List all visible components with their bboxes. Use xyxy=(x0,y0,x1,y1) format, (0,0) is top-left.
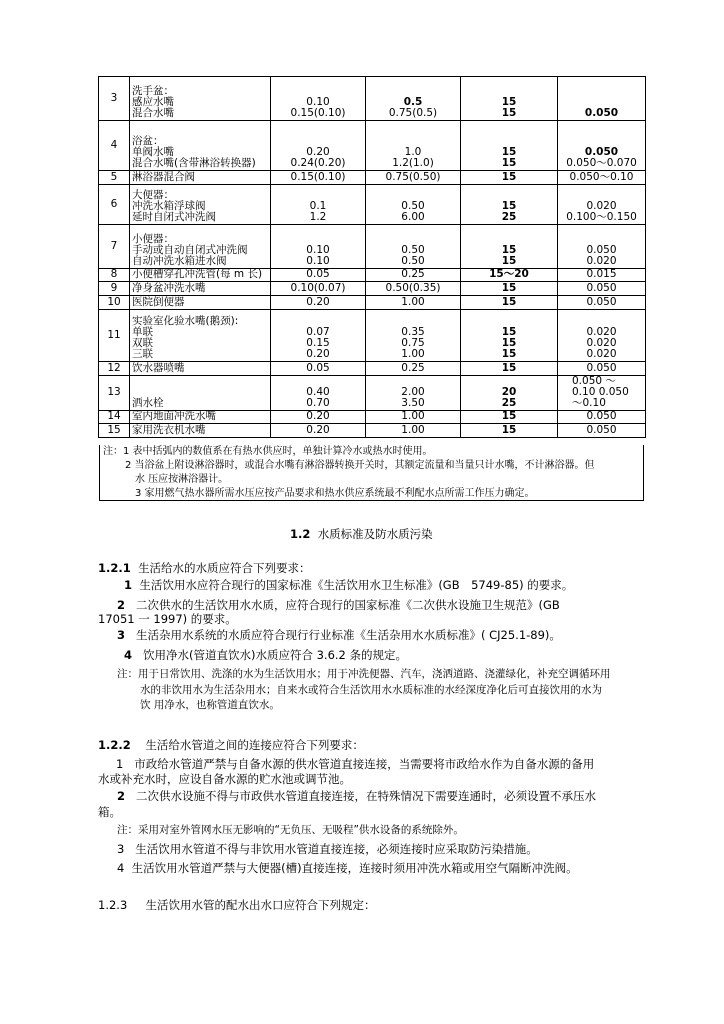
fixture-name-line: 饮水器喷嘴 xyxy=(132,362,185,374)
table-row xyxy=(99,296,646,310)
equivalent-line: 0.35 xyxy=(401,326,425,338)
pipe-diameter-line: 15 xyxy=(501,244,517,256)
fixture-name-line: 三联 xyxy=(132,348,153,360)
fixture-name-line: 洒水栓 xyxy=(132,397,164,409)
item-text: 二次供水的生活饮用水水质，应符合现行的国家标准《二次供水设施卫生规范》(GB xyxy=(135,598,560,612)
pipe-diameter xyxy=(461,185,558,225)
pipe-diameter xyxy=(461,269,558,282)
row-number: 15 xyxy=(99,424,130,438)
item-number: 3 xyxy=(117,842,125,856)
rated-flow xyxy=(271,411,366,424)
equivalent xyxy=(366,121,461,171)
equivalent xyxy=(366,296,461,310)
equivalent-line: 1.0 xyxy=(404,146,422,158)
fixture-name-line: 混合水嘴(含带淋浴转换器) xyxy=(132,157,256,169)
working-pressure xyxy=(558,296,646,310)
equivalent-line: 0.25 xyxy=(401,268,425,280)
table-row xyxy=(99,171,646,185)
fixture-name xyxy=(130,376,271,411)
working-pressure-line: 0.050 xyxy=(584,146,619,158)
clause-1-2-2-item-2 xyxy=(117,789,596,803)
clause-text: 生活给水的水质应符合下列要求： xyxy=(138,561,311,575)
fixture-name xyxy=(130,225,271,269)
equivalent-line: 0.75(0.5) xyxy=(388,107,438,119)
rated-flow xyxy=(271,171,366,185)
fixture-name-line: 家用洗衣机水嘴 xyxy=(132,424,206,436)
pipe-diameter xyxy=(461,411,558,424)
rated-flow-line: 0.10(0.07) xyxy=(290,282,346,294)
equivalent xyxy=(366,376,461,411)
rated-flow-line: 0.10 xyxy=(306,255,330,267)
pipe-diameter-line: 25 xyxy=(501,211,517,223)
item-number: 1 xyxy=(124,578,133,592)
pipe-diameter-line: 15 xyxy=(501,200,517,212)
item-text: 二次供水设施不得与市政供水管道直接连接，在特殊情况下需要连通时，必须设置不承压水 xyxy=(135,789,596,803)
item-text: 生活饮用水应符合现行的国家标准《生活饮用水卫生标准》(GB 5749-85) 的要求。 xyxy=(139,578,574,592)
equivalent xyxy=(366,269,461,282)
fixture-name xyxy=(130,77,271,121)
fixture-name-line: 混合水嘴 xyxy=(132,107,174,119)
rated-flow xyxy=(271,185,366,225)
working-pressure-line: 0.050 xyxy=(586,282,617,294)
equivalent-line: 1.00 xyxy=(401,410,425,422)
fixture-name xyxy=(130,185,271,225)
equivalent-line: 0.75 xyxy=(401,337,425,349)
table-row xyxy=(99,411,646,424)
table-note-2-cont: 水 压应按淋浴器计。 xyxy=(135,474,229,485)
rated-flow xyxy=(271,121,366,171)
pipe-diameter xyxy=(461,225,558,269)
clause-1-2-1 xyxy=(98,561,311,575)
table-row xyxy=(99,424,646,438)
working-pressure-line: 0.050～0.070 xyxy=(566,157,637,169)
equivalent xyxy=(366,185,461,225)
item-number: 3 xyxy=(117,628,126,642)
equivalent-line: 2.00 xyxy=(401,386,425,398)
fixture-name-line: 实验室化验水嘴(鹅颈): xyxy=(132,315,239,327)
clause-1-2-2 xyxy=(98,738,364,752)
rated-flow-line: 0.20 xyxy=(306,348,330,360)
equivalent xyxy=(366,77,461,121)
fixture-name-line: 冲洗水箱浮球阀 xyxy=(132,200,206,212)
equivalent xyxy=(366,225,461,269)
fixture-name-line: 单联 xyxy=(132,326,153,338)
clause-1-2-1-note-1: 注：用于日常饮用、洗涤的水为生活饮用水；用于冲洗便器、汽车，浇洒道路、浇灌绿化，补充空调循环用 xyxy=(117,668,611,680)
row-number: 14 xyxy=(99,411,130,424)
rated-flow-line: 0.20 xyxy=(306,296,330,308)
working-pressure-line: 0.050 xyxy=(584,107,619,119)
fixture-name-line: 手动或自动自闭式冲洗阀 xyxy=(132,244,248,256)
item-text: 生活饮用水管道不得与非饮用水管道直接连接，必须连接时应采取防污染措施。 xyxy=(135,842,538,856)
rated-flow xyxy=(271,376,366,411)
rated-flow-line: 0.05 xyxy=(306,362,330,374)
equivalent xyxy=(366,424,461,438)
pipe-diameter-line: 15 xyxy=(501,171,517,183)
pipe-diameter-line: 15 xyxy=(501,146,517,158)
clause-1-2-1-item-1 xyxy=(124,578,573,592)
working-pressure-line: 0.050 xyxy=(586,296,617,308)
rated-flow-line: 0.10 xyxy=(306,244,330,256)
pipe-diameter xyxy=(461,171,558,185)
table-row xyxy=(99,225,646,269)
working-pressure-line: 0.050～0.10 xyxy=(569,171,634,183)
rated-flow-line: 0.10 xyxy=(306,96,330,108)
pipe-diameter-line: 15 xyxy=(501,337,517,349)
working-pressure-line: 0.020 xyxy=(586,326,617,338)
table-notes xyxy=(99,445,644,501)
fixture-name xyxy=(130,310,271,362)
equivalent xyxy=(366,282,461,296)
item-text: 饮用净水(管道直饮水)水质应符合 3.6.2 条的规定。 xyxy=(142,648,408,662)
section-number: 1.2 xyxy=(290,527,311,541)
fixture-name xyxy=(130,296,271,310)
rated-flow-line: 1.2 xyxy=(309,211,327,223)
rated-flow-line: 0.07 xyxy=(306,326,330,338)
pipe-diameter-line: 15 xyxy=(501,282,517,294)
fixture-name-line: 浴盆： xyxy=(132,135,164,147)
fixture-name xyxy=(130,282,271,296)
rated-flow xyxy=(271,77,366,121)
rated-flow-line: 0.20 xyxy=(306,424,330,436)
rated-flow-line: 0.05 xyxy=(306,268,330,280)
clause-1-2-1-item-3 xyxy=(117,628,561,642)
equivalent-line: 0.75(0.50) xyxy=(385,171,441,183)
equivalent-line: 0.50 xyxy=(401,200,425,212)
pipe-diameter-line: 15 xyxy=(501,255,517,267)
working-pressure xyxy=(558,424,646,438)
fixture-name-line: 淋浴器混合阀 xyxy=(132,171,195,183)
pipe-diameter-line: 15 xyxy=(501,348,517,360)
table-row xyxy=(99,77,646,121)
clause-text: 生活给水管道之间的连接应符合下列要求： xyxy=(145,738,364,752)
working-pressure-line: ～0.10 xyxy=(572,397,606,409)
rated-flow xyxy=(271,310,366,362)
rated-flow xyxy=(271,225,366,269)
working-pressure xyxy=(558,185,646,225)
table-row xyxy=(99,121,646,171)
table-row xyxy=(99,185,646,225)
working-pressure-line: 0.020 xyxy=(586,255,617,267)
working-pressure xyxy=(558,77,646,121)
item-text: 生活饮用水管道严禁与大便器(槽)直接连接，连接时须用冲洗水箱或用空气隔断冲洗阀。 xyxy=(131,861,578,875)
working-pressure-line: 0.10 0.050 xyxy=(572,386,629,398)
rated-flow-line: 0.40 xyxy=(306,386,330,398)
working-pressure xyxy=(558,171,646,185)
clause-1-2-2-item-1 xyxy=(116,757,594,771)
fixture-name xyxy=(130,269,271,282)
table-note-2: 2 当浴盆上附设淋浴器时，或混合水嘴有淋浴器转换开关时，其额定流量和当量只计水嘴，不计淋浴器。但 xyxy=(125,460,595,471)
pipe-diameter-line: 20 xyxy=(501,386,517,398)
rated-flow xyxy=(271,362,366,376)
rated-flow xyxy=(271,424,366,438)
row-number: 5 xyxy=(99,171,130,185)
fixture-name xyxy=(130,424,271,438)
clause-1-2-2-note: 注：采用对室外管网水压无影响的“无负压、无吸程”供水设备的系统除外。 xyxy=(117,824,464,836)
row-number: 6 xyxy=(99,185,130,225)
item-number: 1 xyxy=(116,757,124,771)
equivalent xyxy=(366,171,461,185)
working-pressure xyxy=(558,362,646,376)
working-pressure-line: 0.020 xyxy=(586,200,617,212)
equivalent-line: 1.2(1.0) xyxy=(392,157,434,169)
working-pressure-line: 0.050 xyxy=(586,362,617,374)
fixture-name-line: 单阀水嘴 xyxy=(132,146,174,158)
table-note-3: 3 家用燃气热水器所需水压应按产品要求和热水供应系统最不利配水点所需工作压力确定。 xyxy=(135,488,535,499)
working-pressure xyxy=(558,269,646,282)
working-pressure xyxy=(558,282,646,296)
rated-flow-line: 0.20 xyxy=(306,410,330,422)
fixture-name-line: 延时自闭式冲洗阀 xyxy=(132,211,216,223)
item-number: 4 xyxy=(117,861,125,875)
fixture-name xyxy=(130,411,271,424)
table-row xyxy=(99,362,646,376)
table-note-1: 注：1 表中括弧内的数值系在有热水供应时，单独计算冷水或热水时使用。 xyxy=(103,446,433,457)
fixture-name xyxy=(130,362,271,376)
equivalent-line: 1.00 xyxy=(401,424,425,436)
working-pressure-line: 0.020 xyxy=(586,337,617,349)
equivalent-line: 0.25 xyxy=(401,362,425,374)
item-number: 2 xyxy=(117,789,126,803)
working-pressure-line: 0.020 xyxy=(586,348,617,360)
pipe-diameter-line: 15 xyxy=(501,326,517,338)
pipe-diameter xyxy=(461,310,558,362)
pipe-diameter-line: 15 xyxy=(501,362,517,374)
equivalent-line: 0.50(0.35) xyxy=(385,282,441,294)
rated-flow-line: 0.24(0.20) xyxy=(290,157,346,169)
clause-1-2-2-item-4 xyxy=(117,861,578,875)
working-pressure-line: 0.050 xyxy=(586,424,617,436)
table-row xyxy=(99,269,646,282)
working-pressure xyxy=(558,310,646,362)
pipe-diameter xyxy=(461,296,558,310)
pipe-diameter-line: 15 xyxy=(501,296,517,308)
working-pressure xyxy=(558,121,646,171)
fixture-name xyxy=(130,121,271,171)
fixture-name-line: 双联 xyxy=(132,337,153,349)
pipe-diameter xyxy=(461,282,558,296)
section-heading-1-2 xyxy=(290,527,433,541)
clause-number: 1.2.3 xyxy=(98,898,128,912)
clause-1-2-1-item-4 xyxy=(124,648,407,662)
row-number: 10 xyxy=(99,296,130,310)
clause-number: 1.2.2 xyxy=(98,738,131,752)
equivalent-line: 0.50 xyxy=(401,255,425,267)
rated-flow xyxy=(271,296,366,310)
row-number: 4 xyxy=(99,121,130,171)
working-pressure-line: 0.050 xyxy=(586,244,617,256)
pipe-diameter xyxy=(461,121,558,171)
rated-flow xyxy=(271,269,366,282)
fixture-name-line: 净身盆冲洗水嘴 xyxy=(132,282,206,294)
equivalent-line: 3.50 xyxy=(401,397,425,409)
clause-text: 生活饮用水管的配水出水口应符合下列规定： xyxy=(145,898,376,912)
pipe-diameter xyxy=(461,424,558,438)
working-pressure xyxy=(558,376,646,411)
row-number: 8 xyxy=(99,269,130,282)
row-number: 13 xyxy=(99,376,130,411)
clause-1-2-1-item-2-cont: 17051 一 1997) 的要求。 xyxy=(98,612,237,626)
equivalent xyxy=(366,362,461,376)
pipe-diameter-line: 15～20 xyxy=(489,268,529,280)
clause-1-2-2-item-1-cont: 水或补充水时，应设自备水源的贮水池或调节池。 xyxy=(98,772,351,786)
item-number: 4 xyxy=(124,648,133,662)
row-number: 3 xyxy=(99,77,130,121)
rated-flow-line: 0.1 xyxy=(309,200,327,212)
rated-flow-line: 0.20 xyxy=(306,146,330,158)
working-pressure-line: 0.050 ～ xyxy=(572,375,616,387)
working-pressure-line: 0.015 xyxy=(586,268,617,280)
pipe-diameter xyxy=(461,362,558,376)
section-title: 水质标准及防水质污染 xyxy=(317,527,433,541)
fixture-name-line: 自动冲洗水箱进水阀 xyxy=(132,255,227,267)
row-number: 11 xyxy=(99,310,130,362)
working-pressure-line: 0.100～0.150 xyxy=(566,211,637,223)
working-pressure xyxy=(558,411,646,424)
pipe-diameter-line: 25 xyxy=(501,397,517,409)
item-text: 生活杂用水系统的水质应符合现行行业标准《生活杂用水水质标准》( CJ25.1-89)。 xyxy=(135,628,561,642)
clause-1-2-3 xyxy=(98,898,376,912)
table-row xyxy=(99,310,646,362)
working-pressure-line: 0.050 xyxy=(586,410,617,422)
item-number: 2 xyxy=(117,598,126,612)
pipe-diameter-line: 15 xyxy=(501,157,517,169)
fixture-name-line: 小便器： xyxy=(132,233,174,245)
clause-number: 1.2.1 xyxy=(98,561,131,575)
rated-flow-line: 0.70 xyxy=(306,397,330,409)
equivalent xyxy=(366,310,461,362)
equivalent-line: 1.00 xyxy=(401,296,425,308)
fixture-name-line: 小便槽穿孔冲洗管(每 m 长) xyxy=(132,268,263,280)
fixture-name-line: 医院倒便器 xyxy=(132,296,185,308)
equivalent xyxy=(366,411,461,424)
item-text: 市政给水管道严禁与自备水源的供水管道直接连接，当需要将市政给水作为自备水源的备用 xyxy=(134,757,595,771)
fixture-flow-table xyxy=(98,76,646,438)
clause-1-2-1-item-2 xyxy=(117,598,560,612)
rated-flow-line: 0.15(0.10) xyxy=(290,107,346,119)
fixture-name xyxy=(130,171,271,185)
clause-1-2-2-item-2-cont: 箱。 xyxy=(98,805,121,819)
pipe-diameter xyxy=(461,376,558,411)
pipe-diameter-line: 15 xyxy=(501,410,517,422)
fixture-name-line: 大便器： xyxy=(132,189,174,201)
clause-1-2-2-item-3 xyxy=(117,842,538,856)
clause-1-2-1-note-3: 饮 用净水，也称管道直饮水。 xyxy=(140,699,280,711)
table-row xyxy=(99,282,646,296)
pipe-diameter xyxy=(461,77,558,121)
rated-flow-line: 0.15 xyxy=(306,337,330,349)
pipe-diameter-line: 15 xyxy=(501,107,517,119)
equivalent-line: 1.00 xyxy=(401,348,425,360)
equivalent-line: 0.5 xyxy=(403,96,423,108)
row-number: 12 xyxy=(99,362,130,376)
fixture-name-line: 洗手盆： xyxy=(132,85,174,97)
pipe-diameter-line: 15 xyxy=(501,424,517,436)
row-number: 9 xyxy=(99,282,130,296)
table-row xyxy=(99,376,646,411)
clause-1-2-1-note-2: 水的非饮用水为生活杂用水；自来水或符合生活饮用水水质标准的水经深度净化后可直接饮用的水为 xyxy=(140,684,602,696)
working-pressure xyxy=(558,225,646,269)
equivalent-line: 0.50 xyxy=(401,244,425,256)
rated-flow xyxy=(271,282,366,296)
pipe-diameter-line: 15 xyxy=(501,96,517,108)
fixture-name-line: 室内地面冲洗水嘴 xyxy=(132,410,216,422)
rated-flow-line: 0.15(0.10) xyxy=(290,171,346,183)
equivalent-line: 6.00 xyxy=(401,211,425,223)
fixture-name-line: 感应水嘴 xyxy=(132,96,174,108)
row-number: 7 xyxy=(99,225,130,269)
